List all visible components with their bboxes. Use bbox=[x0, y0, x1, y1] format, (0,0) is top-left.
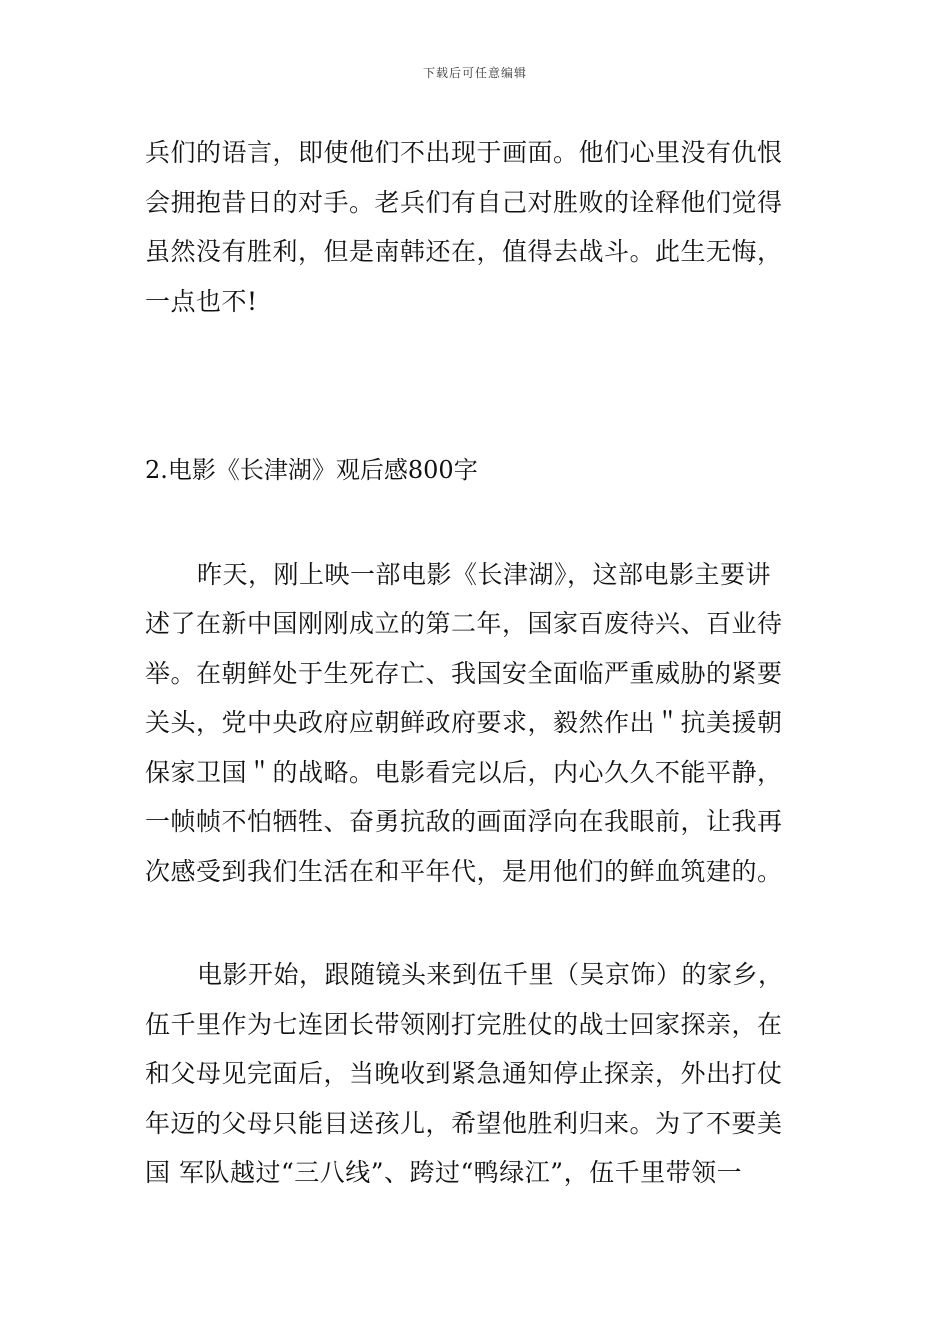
text-line: 国 军队越过“三八线”、跨过“鸭绿江”，伍千里带领一 bbox=[145, 1158, 743, 1187]
page-header: 下载后可任意编辑 bbox=[422, 66, 527, 80]
spacer bbox=[145, 896, 809, 950]
text-line: 昨天，刚上映一部电影《长津湖》，这部电影主要讲 bbox=[197, 559, 772, 589]
text-line: 述了在新中国刚刚成立的第二年，国家百废待兴、百业待 bbox=[145, 609, 783, 638]
text-line: 关头，党中央政府应朝鲜政府要求，毅然作出＂抗美援朝 bbox=[145, 708, 783, 737]
paragraph bbox=[145, 950, 809, 1198]
spacer bbox=[145, 496, 809, 550]
document-body bbox=[145, 128, 809, 1198]
text-line: 兵们的语言，即使他们不出现于画面。他们心里没有仇恨 bbox=[145, 138, 783, 167]
text-line: 伍千里作为七连团长带领刚打完胜仗的战士回家探亲，在 bbox=[145, 1009, 783, 1039]
text-line: 电影开始，跟随镜头来到伍千里（吴京饰）的家乡， bbox=[197, 960, 784, 989]
paragraph-continued bbox=[145, 128, 809, 326]
text-line: 次感受到我们生活在和平年代，是用他们的鲜血筑建的。 bbox=[145, 856, 783, 886]
text-line: 年迈的父母只能目送孩儿，希望他胜利归来。为了不要美 bbox=[145, 1108, 783, 1138]
paragraph bbox=[145, 550, 809, 897]
text-line: 一帧帧不怕牺牲、奋勇抗敌的画面浮向在我眼前，让我再 bbox=[145, 807, 783, 836]
text-line: 一点也不! bbox=[145, 286, 258, 316]
text-line: 虽然没有胜利，但是南韩还在，值得去战斗。此生无悔， bbox=[145, 237, 783, 266]
text-line: 和父母见完面后，当晚收到紧急通知停止探亲，外出打仗 bbox=[145, 1059, 783, 1088]
section-heading: 2.电影《长津湖》观后感800字 bbox=[145, 456, 478, 484]
spacer bbox=[145, 326, 809, 446]
text-line: 会拥抱昔日的对手。老兵们有自己对胜败的诠释他们觉得 bbox=[145, 187, 783, 217]
text-line: 举。在朝鲜处于生死存亡、我国安全面临严重威胁的紧要 bbox=[145, 658, 783, 688]
text-line: 保家卫国＂的战略。电影看完以后，内心久久不能平静， bbox=[145, 757, 783, 787]
